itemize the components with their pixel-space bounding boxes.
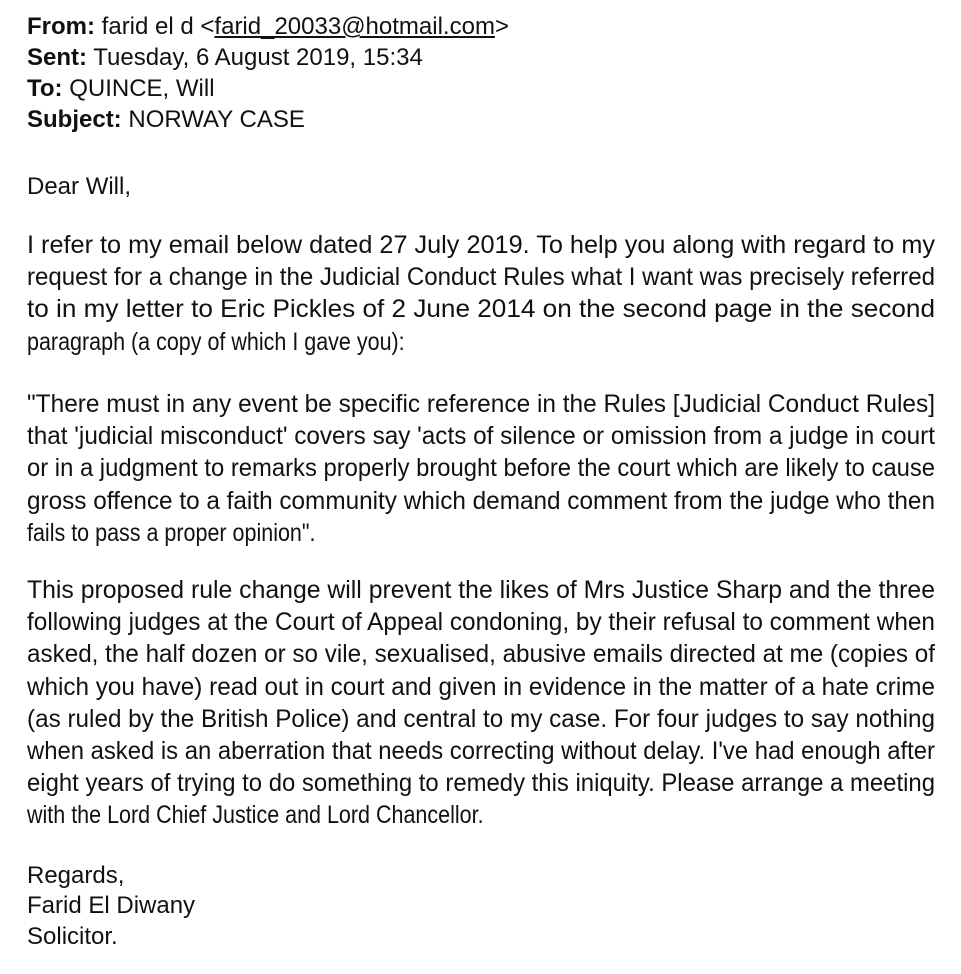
to-value: QUINCE, Will [69,75,215,102]
body-line [27,574,935,606]
body-line-text: eight years of trying to do something to remedy this iniquity. Please arrange a meeting [27,769,935,798]
body-line-text: following judges at the Court of Appeal condoning, by their refusal to comment when [27,608,935,637]
greeting: Dear Will, [27,173,132,200]
body-line [27,606,935,638]
sent-row [27,43,423,73]
sent-label: Sent: [27,44,87,71]
from-name: farid el d [101,13,194,40]
body-line-text: paragraph (a copy of which I gave you): [27,327,405,356]
body-line [27,735,935,767]
body-line-text: when asked is an aberration that needs correcting without delay. I've had enough after [27,737,935,765]
body-line-text: or in a judgment to remarks properly brought before the court which are likely to cause [27,454,935,483]
body-line-text: (as ruled by the British Police) and central to my case. For four judges to say nothing [27,704,935,733]
body-line [27,517,935,549]
body-line-text: I refer to my email below dated 27 July 2019. To help you along with regard to my [27,231,935,259]
body-line [27,420,935,452]
body-line [27,452,935,484]
body-line-text: with the Lord Chief Justice and Lord Chancellor. [27,801,484,830]
body-line [27,388,935,420]
from-email-link[interactable]: farid_20033@hotmail.com [214,13,495,40]
from-label: From: [27,13,95,40]
to-label: To: [27,75,63,102]
body-line-text: gross offence to a faith community which demand comment from the judge who then [27,486,935,515]
body-line [27,638,935,670]
signature-title: Solicitor. [27,923,118,950]
closing: Regards, [27,862,125,889]
body-line-text: request for a change in the Judicial Conduct Rules what I want was precisely referred [27,263,935,292]
body-line-text: fails to pass a proper opinion". [27,518,316,547]
subject-value: NORWAY CASE [128,106,305,133]
from-row: From: farid el d <farid_20033@hotmail.com> [27,13,509,40]
body-line [27,229,935,261]
body-line [27,293,935,325]
body-line [27,261,935,293]
body-line-text: which you have) read out in court and given in evidence in the matter of a hate crime [27,672,935,701]
body-line-text: asked, the half dozen or so vile, sexualised, abusive emails directed at me (copies of [27,640,935,669]
sent-value: Tuesday, 6 August 2019, 15:34 [93,44,423,71]
body-line [27,703,935,735]
signature-name: Farid El Diwany [27,892,196,919]
subject-row [27,105,305,135]
body-line-text: This proposed rule change will prevent the likes of Mrs Justice Sharp and the three [27,576,935,604]
body-line [27,326,935,358]
body-line-text: to in my letter to Eric Pickles of 2 June 2014 on the second page in the second [27,295,935,324]
subject-label: Subject: [27,106,122,133]
body-line [27,485,935,517]
to-row [27,74,215,104]
body-line-text: that 'judicial misconduct' covers say 'acts of silence or omission from a judge in court [27,422,935,451]
body-line [27,799,935,831]
body-line-text: "There must in any event be specific reference in the Rules [Judicial Conduct Rules] [27,390,935,418]
body-line [27,671,935,703]
body-line [27,767,935,799]
